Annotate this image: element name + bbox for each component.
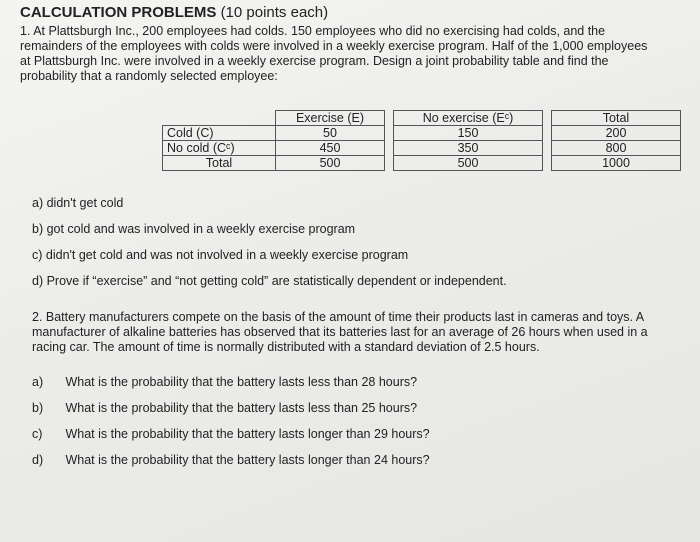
question-text: What is the probability that the battery lasts longer than 24 hours? bbox=[65, 453, 430, 467]
question-item bbox=[32, 447, 430, 473]
problem1-line: probability that a randomly selected employee: bbox=[20, 69, 278, 83]
heading-points: (10 points each) bbox=[220, 4, 329, 21]
table-row-label: Total bbox=[163, 156, 276, 171]
table-cell: 450 bbox=[276, 141, 385, 156]
table-header-row bbox=[163, 111, 681, 126]
table-cell: 500 bbox=[276, 156, 385, 171]
table-cell: 800 bbox=[552, 141, 681, 156]
table-header-cell: Total bbox=[552, 111, 681, 126]
question-label: b) bbox=[32, 401, 44, 415]
table-cell: 200 bbox=[552, 126, 681, 141]
question-text: What is the probability that the battery lasts longer than 29 hours? bbox=[65, 427, 430, 441]
table-row bbox=[163, 141, 681, 156]
problem2-line: racing car. The amount of time is normally distributed with a standard deviation of 2.5 hours. bbox=[32, 340, 540, 354]
question-label: a) bbox=[32, 375, 44, 389]
question-item bbox=[32, 395, 430, 421]
joint-probability-table bbox=[162, 110, 681, 171]
question-item: c) didn't get cold and was not involved in a weekly exercise program bbox=[32, 248, 409, 262]
table-header-cell: Exercise (E) bbox=[276, 111, 385, 126]
problem1-line: 1. At Plattsburgh Inc., 200 employees had colds. 150 employees who did no exercising had colds, and the bbox=[20, 24, 606, 38]
problem1-line: remainders of the employees with colds were involved in a weekly exercise program. Half of the 1,000 employees bbox=[20, 39, 648, 53]
table-corner-cell bbox=[163, 111, 276, 126]
problem2-text bbox=[32, 310, 700, 355]
table-cell: 150 bbox=[394, 126, 543, 141]
question-item: d) Prove if “exercise” and “not getting cold” are statistically dependent or independent. bbox=[32, 274, 507, 288]
table-header-cell: No exercise (Eᶜ) bbox=[394, 111, 543, 126]
question-item: b) got cold and was involved in a weekly exercise program bbox=[32, 222, 356, 236]
table-cell: 1000 bbox=[552, 156, 681, 171]
table-row-label: No cold (Cᶜ) bbox=[163, 141, 276, 156]
table-cell: 350 bbox=[394, 141, 543, 156]
table-cell: 500 bbox=[394, 156, 543, 171]
heading-title: CALCULATION PROBLEMS bbox=[20, 4, 217, 21]
table-row bbox=[163, 156, 681, 171]
problem1-questions bbox=[32, 190, 507, 294]
page-heading bbox=[20, 4, 328, 21]
problem2-line: 2. Battery manufacturers compete on the basis of the amount of time their products last in cameras and toys. A bbox=[32, 310, 645, 324]
problem1-line: at Plattsburgh Inc. were involved in a weekly exercise program. Design a joint probability table and find the bbox=[20, 54, 609, 68]
table-cell: 50 bbox=[276, 126, 385, 141]
question-text: What is the probability that the battery lasts less than 25 hours? bbox=[65, 401, 418, 415]
question-item bbox=[32, 369, 430, 395]
problem1-text bbox=[20, 24, 700, 84]
question-item bbox=[32, 421, 430, 447]
question-item: a) didn't get cold bbox=[32, 196, 124, 210]
problem2-line: manufacturer of alkaline batteries has observed that its batteries last for an average of 26 hours when used in a bbox=[32, 325, 648, 339]
question-text: What is the probability that the battery lasts less than 28 hours? bbox=[65, 375, 418, 389]
problem2-questions bbox=[32, 369, 430, 473]
table-row bbox=[163, 126, 681, 141]
table-row-label: Cold (C) bbox=[163, 126, 276, 141]
question-label: c) bbox=[32, 427, 43, 441]
question-label: d) bbox=[32, 453, 44, 467]
